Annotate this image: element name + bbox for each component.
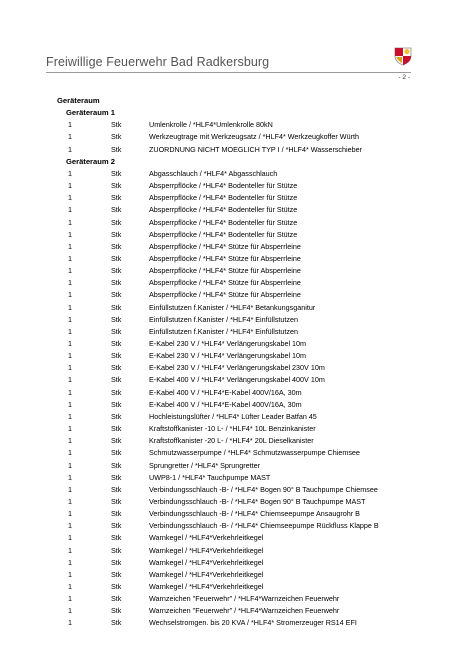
list-item	[0, 618, 456, 630]
list-item	[0, 290, 456, 302]
list-item	[0, 521, 456, 533]
item-quantity: 1	[68, 582, 72, 591]
page-number: - 2 -	[398, 74, 410, 81]
item-quantity: 1	[68, 120, 72, 130]
item-description: Absperrpflöcke / *HLF4* Bodenteller für Stütze	[149, 193, 298, 203]
item-description: E-Kabel 230 V / *HLF4* Verlängerungskabel 10m	[149, 339, 307, 348]
item-quantity: 1	[68, 521, 72, 531]
item-unit: Stk	[111, 351, 122, 361]
item-description: Verbindungsschlauch -B- / *HLF4* Bogen 90° B Tauchpumpe MAST	[149, 496, 366, 506]
item-quantity: 1	[68, 314, 72, 324]
item-description: UWP8-1 / *HLF4* Tauchpumpe MAST	[149, 472, 271, 482]
item-quantity: 1	[68, 193, 72, 203]
item-description: Warnzeichen "Feuerwehr" / *HLF4*Warnzeichen Feuerwehr	[149, 606, 340, 616]
section-title: Geräteraum	[57, 96, 100, 105]
list-item	[0, 533, 456, 545]
item-unit: Stk	[111, 144, 122, 154]
list-item	[0, 351, 456, 363]
item-quantity: 1	[68, 217, 72, 227]
item-unit: Stk	[111, 594, 122, 604]
item-description: Absperrpflöcke / *HLF4* Bodenteller für Stütze	[149, 205, 298, 215]
list-item	[0, 193, 456, 205]
item-description: Werkzeugtrage mit Werkzeugsatz / *HLF4* Werkzeugkoffer Würth	[149, 132, 359, 142]
item-description: Warnkegel / *HLF4*Verkehrleitkegel	[149, 582, 264, 591]
item-description: Absperrpflöcke / *HLF4* Bodenteller für Stütze	[149, 217, 298, 227]
item-quantity: 1	[68, 290, 72, 300]
item-quantity: 1	[68, 181, 72, 191]
item-description: Absperrpflöcke / *HLF4* Stütze für Absperrleine	[149, 266, 301, 276]
item-quantity: 1	[68, 509, 72, 519]
list-item	[0, 327, 456, 339]
item-unit: Stk	[111, 278, 122, 288]
item-quantity: 1	[68, 168, 72, 178]
item-quantity: 1	[68, 229, 72, 239]
item-description: Absperrpflöcke / *HLF4* Bodenteller für Stütze	[149, 229, 298, 239]
list-item	[0, 570, 456, 582]
item-quantity: 1	[68, 436, 72, 446]
item-unit: Stk	[111, 229, 122, 239]
item-unit: Stk	[111, 132, 122, 142]
item-description: E-Kabel 230 V / *HLF4* Verlängerungskabel 10m	[149, 351, 307, 361]
item-description: Einfüllstutzen f.Kanister / *HLF4* Einfüllstutzen	[149, 314, 299, 324]
item-unit: Stk	[111, 509, 122, 519]
list-item	[0, 497, 456, 509]
item-unit: Stk	[111, 521, 122, 531]
item-quantity: 1	[68, 144, 72, 154]
item-description: Warnzeichen "Feuerwehr" / *HLF4*Warnzeichen Feuerwehr	[149, 594, 340, 604]
item-quantity: 1	[68, 375, 72, 385]
list-item	[0, 169, 456, 181]
item-quantity: 1	[68, 448, 72, 458]
item-quantity: 1	[68, 326, 72, 336]
item-unit: Stk	[111, 460, 122, 470]
item-unit: Stk	[111, 120, 122, 130]
item-unit: Stk	[111, 193, 122, 203]
list-item	[0, 606, 456, 618]
item-unit: Stk	[111, 496, 122, 506]
list-item	[0, 558, 456, 570]
item-unit: Stk	[111, 168, 122, 178]
item-unit: Stk	[111, 533, 122, 543]
item-description: E-Kabel 230 V / *HLF4* Verlängerungskabel 230V 10m	[149, 363, 325, 373]
item-unit: Stk	[111, 253, 122, 263]
item-description: E-Kabel 400 V / *HLF4*E-Kabel 400V/16A, 30m	[149, 387, 302, 397]
list-item	[0, 509, 456, 521]
item-quantity: 1	[68, 399, 72, 409]
list-item	[0, 254, 456, 266]
list-item	[0, 388, 456, 400]
item-description: Hochleistungslüfter / *HLF4* Lüfter Leader Batfan 45	[149, 411, 317, 421]
item-description: E-Kabel 400 V / *HLF4*E-Kabel 400V/16A, 30m	[149, 399, 302, 409]
header-divider	[46, 72, 411, 73]
item-quantity: 1	[68, 460, 72, 470]
item-description: Absperrpflöcke / *HLF4* Stütze für Absperrleine	[149, 253, 301, 263]
item-quantity: 1	[68, 533, 72, 543]
fire-department-logo-icon	[392, 44, 414, 66]
item-unit: Stk	[111, 181, 122, 191]
list-item	[0, 218, 456, 230]
item-description: Absperrpflöcke / *HLF4* Bodenteller für Stütze	[149, 181, 298, 191]
item-quantity: 1	[68, 472, 72, 482]
list-item	[0, 230, 456, 242]
item-unit: Stk	[111, 545, 122, 555]
list-item	[0, 363, 456, 375]
item-unit: Stk	[111, 205, 122, 215]
item-description: Einfüllstutzen f.Kanister / *HLF4* Einfüllstutzen	[149, 326, 299, 336]
list-item	[0, 242, 456, 254]
item-description: Verbindungsschlauch -B- / *HLF4* Chiemseepumpe Rückfluss Klappe B	[149, 521, 379, 531]
item-description: Wechselstromgen. bis 20 KVA / *HLF4* Stromerzeuger RS14 EFI	[149, 618, 357, 628]
list-item	[0, 594, 456, 606]
list-item	[0, 339, 456, 351]
item-quantity: 1	[68, 363, 72, 373]
item-description: Verbindungsschlauch -B- / *HLF4* Chiemseepumpe Ansaugrohr B	[149, 509, 360, 519]
group-title: Geräteraum 2	[66, 156, 115, 166]
list-item	[0, 120, 456, 132]
item-unit: Stk	[111, 436, 122, 446]
item-unit: Stk	[111, 606, 122, 616]
item-description: Kraftstoffkanister -10 L- / *HLF4* 10L Benzinkanister	[149, 424, 316, 434]
item-unit: Stk	[111, 375, 122, 385]
item-description: Warnkegel / *HLF4*Verkehrleitkegel	[149, 533, 264, 543]
item-unit: Stk	[111, 424, 122, 434]
item-description: Warnkegel / *HLF4*Verkehrleitkegel	[149, 545, 264, 555]
item-unit: Stk	[111, 448, 122, 458]
item-unit: Stk	[111, 314, 122, 324]
item-quantity: 1	[68, 594, 72, 604]
list-item	[0, 448, 456, 460]
item-unit: Stk	[111, 326, 122, 336]
item-description: Absperrpflöcke / *HLF4* Stütze für Absperrleine	[149, 290, 301, 300]
item-description: Absperrpflöcke / *HLF4* Stütze für Absperrleine	[149, 278, 301, 288]
item-unit: Stk	[111, 290, 122, 300]
item-unit: Stk	[111, 484, 122, 494]
list-item	[0, 473, 456, 485]
item-quantity: 1	[68, 496, 72, 506]
item-quantity: 1	[68, 302, 72, 312]
item-description: Kraftstoffkanister -20 L- / *HLF4* 20L Dieselkanister	[149, 436, 314, 446]
organization-title: Freiwillige Feuerwehr Bad Radkersburg	[46, 55, 270, 69]
item-quantity: 1	[68, 253, 72, 263]
item-description: Abgasschlauch / *HLF4* Abgasschlauch	[149, 168, 278, 178]
item-quantity: 1	[68, 411, 72, 421]
list-item	[0, 145, 456, 157]
item-unit: Stk	[111, 569, 122, 579]
item-quantity: 1	[68, 424, 72, 434]
list-item	[0, 315, 456, 327]
list-item	[0, 412, 456, 424]
list-item	[0, 400, 456, 412]
item-quantity: 1	[68, 339, 72, 348]
item-description: Sprungretter / *HLF4* Sprungretter	[149, 460, 261, 470]
item-unit: Stk	[111, 302, 122, 312]
item-quantity: 1	[68, 618, 72, 628]
item-description: Einfüllstutzen f.Kanister / *HLF4* Betankungsganitur	[149, 302, 316, 312]
item-quantity: 1	[68, 557, 72, 567]
item-unit: Stk	[111, 363, 122, 373]
item-unit: Stk	[111, 557, 122, 567]
list-item	[0, 303, 456, 315]
item-quantity: 1	[68, 484, 72, 494]
item-description: Schmutzwasserpumpe / *HLF4* Schmutzwasserpumpe Chiemsee	[149, 448, 360, 458]
list-item	[0, 436, 456, 448]
list-item	[0, 132, 456, 144]
item-description: Verbindungsschlauch -B- / *HLF4* Bogen 90° B Tauchpumpe Chiemsee	[149, 484, 378, 494]
item-unit: Stk	[111, 217, 122, 227]
list-item	[0, 278, 456, 290]
item-description: Umlenkrolle / *HLF4*Umlenkrolle 80kN	[149, 120, 273, 130]
item-description: Absperrpflöcke / *HLF4* Stütze für Absperrleine	[149, 241, 301, 251]
item-quantity: 1	[68, 278, 72, 288]
item-description: Warnkegel / *HLF4*Verkehrleitkegel	[149, 557, 264, 567]
item-description: E-Kabel 400 V / *HLF4* Verlängerungskabel 400V 10m	[149, 375, 325, 385]
item-quantity: 1	[68, 351, 72, 361]
item-unit: Stk	[111, 339, 122, 348]
item-quantity: 1	[68, 266, 72, 276]
item-quantity: 1	[68, 241, 72, 251]
item-quantity: 1	[68, 205, 72, 215]
group-title: Geräteraum 1	[66, 108, 115, 118]
item-unit: Stk	[111, 387, 122, 397]
list-item	[0, 266, 456, 278]
item-unit: Stk	[111, 411, 122, 421]
item-unit: Stk	[111, 618, 122, 628]
list-item	[0, 485, 456, 497]
list-item	[0, 546, 456, 558]
list-item	[0, 461, 456, 473]
list-item	[0, 205, 456, 217]
item-unit: Stk	[111, 241, 122, 251]
item-quantity: 1	[68, 132, 72, 142]
list-item	[0, 582, 456, 594]
item-description: Warnkegel / *HLF4*Verkehrleitkegel	[149, 569, 264, 579]
item-unit: Stk	[111, 266, 122, 276]
item-quantity: 1	[68, 569, 72, 579]
item-description: ZUORDNUNG NICHT MOEGLICH TYP I / *HLF4* Wasserschieber	[149, 144, 363, 154]
item-quantity: 1	[68, 606, 72, 616]
item-quantity: 1	[68, 545, 72, 555]
item-quantity: 1	[68, 387, 72, 397]
list-item	[0, 375, 456, 387]
list-item	[0, 181, 456, 193]
item-unit: Stk	[111, 399, 122, 409]
item-unit: Stk	[111, 472, 122, 482]
item-unit: Stk	[111, 582, 122, 591]
list-item	[0, 424, 456, 436]
